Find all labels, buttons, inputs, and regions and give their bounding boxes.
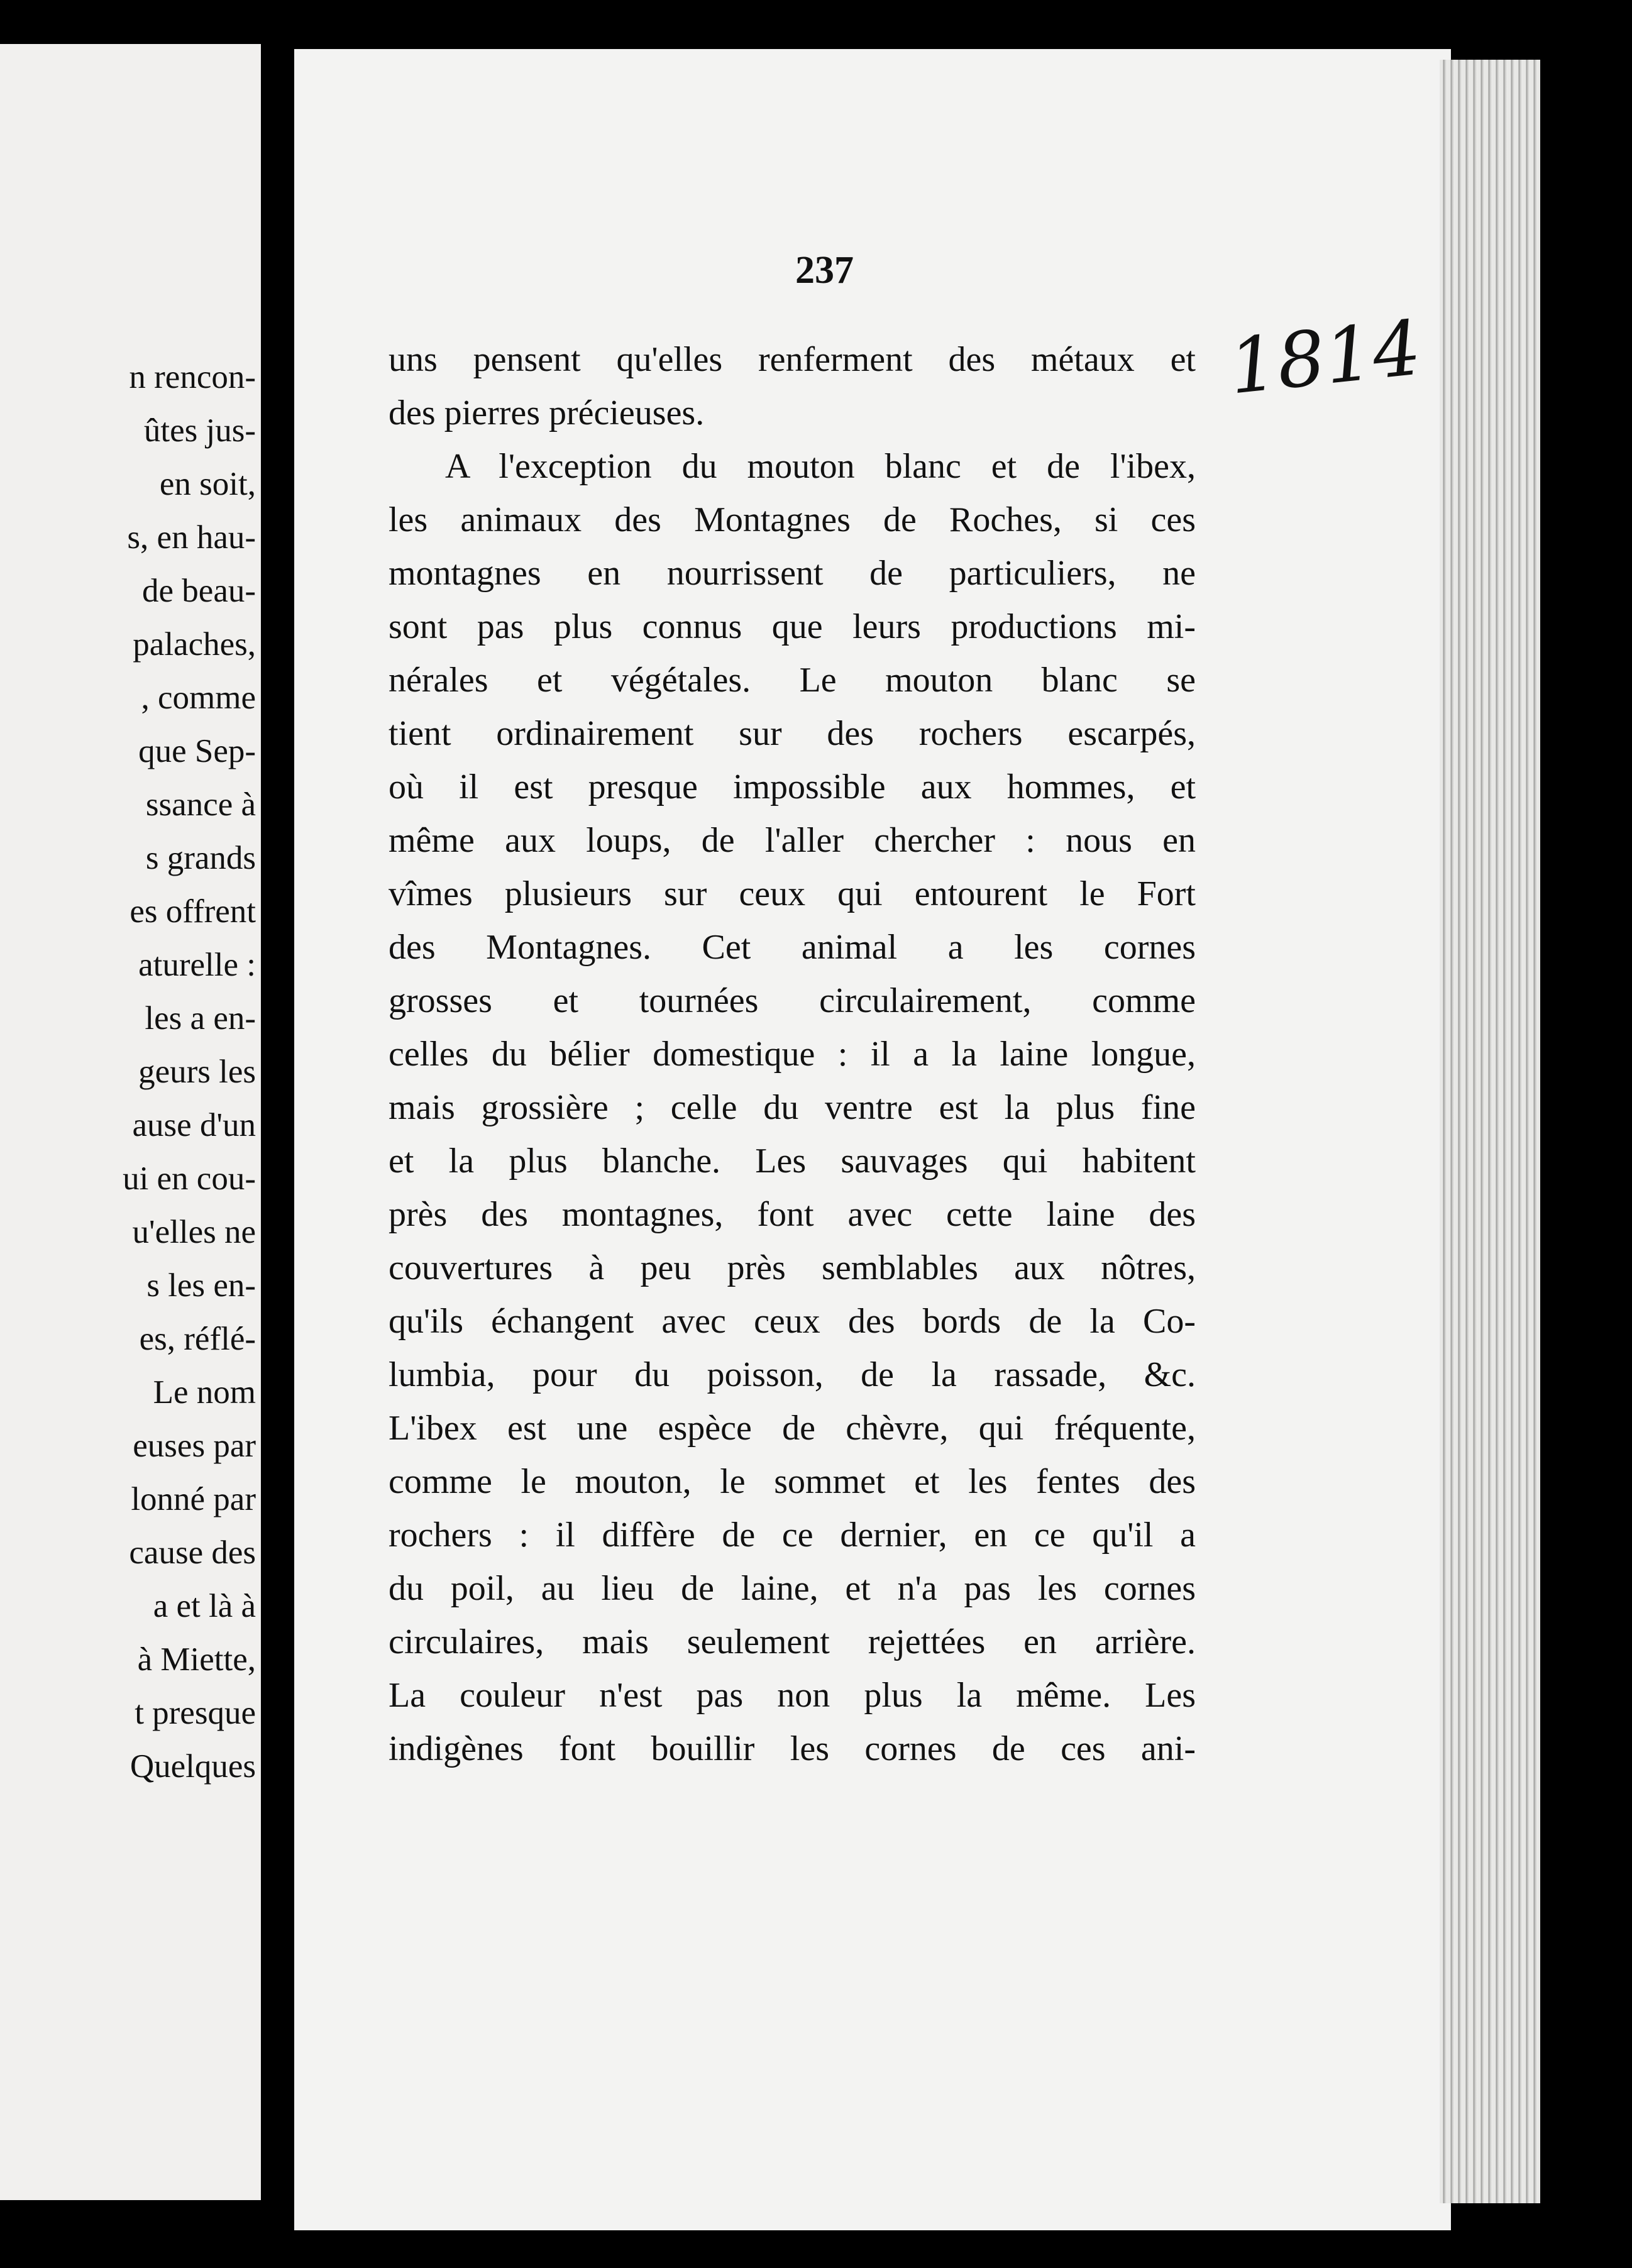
text-line: uns pensent qu'elles renferment des métaux et [389, 340, 1196, 379]
text-line: où il est presque impossible aux hommes, et [389, 768, 1196, 806]
left-page-line: geurs les [138, 1054, 256, 1090]
left-page-line: ssance à [145, 786, 256, 823]
left-page-line: s, en hau- [127, 519, 256, 556]
left-page-line: Le nom [153, 1374, 256, 1411]
left-page-line: n rencon- [129, 359, 256, 395]
left-page-line: s les en- [146, 1267, 256, 1304]
left-page-line: es offrent [130, 893, 256, 930]
text-line: vîmes plusieurs sur ceux qui entourent le Fort [389, 874, 1196, 913]
text-line: mais grossière ; celle du ventre est la plus fine [389, 1088, 1196, 1127]
left-page-line: palaches, [133, 626, 256, 663]
text-line: lumbia, pour du poisson, de la rassade, &c. [389, 1355, 1196, 1394]
left-page-line: u'elles ne [132, 1214, 256, 1250]
text-line: comme le mouton, le sommet et les fentes des [389, 1462, 1196, 1501]
left-page-line: que Sep- [138, 733, 256, 769]
left-page-line: Quelques [130, 1748, 256, 1785]
text-line: du poil, au lieu de laine, et n'a pas les cornes [389, 1569, 1196, 1608]
handwritten-annotation: 1814 [1225, 304, 1425, 412]
scan-border [0, 2230, 1632, 2268]
left-page-line: ui en cou- [123, 1160, 256, 1197]
book-gutter [261, 57, 299, 2206]
left-page-line: a et là à [153, 1588, 256, 1624]
left-page-line: de beau- [142, 573, 256, 609]
text-line: celles du bélier domestique : il a la laine longue, [389, 1035, 1196, 1074]
text-line: rochers : il diffère de ce dernier, en ce qu'il a [389, 1516, 1196, 1555]
left-page-line: ûtes jus- [143, 412, 256, 449]
left-page-line: , comme [141, 680, 256, 716]
left-page-line: aturelle : [138, 947, 256, 983]
left-page-line: cause des [129, 1534, 256, 1571]
text-line: sont pas plus connus que leurs productions mi- [389, 607, 1196, 646]
body-text [389, 333, 1196, 1776]
text-line: et la plus blanche. Les sauvages qui habitent [389, 1142, 1196, 1181]
text-line: grosses et tournées circulairement, comme [389, 981, 1196, 1020]
page-number: 237 [795, 249, 854, 292]
text-line: des pierres précieuses. [389, 394, 705, 432]
text-line: des Montagnes. Cet animal a les cornes [389, 928, 1196, 967]
left-page-line: à Miette, [137, 1641, 256, 1678]
text-line: près des montagnes, font avec cette laine des [389, 1195, 1196, 1234]
text-line: couvertures à peu près semblables aux nôtres, [389, 1248, 1196, 1287]
left-page-line: s grands [145, 840, 256, 876]
text-line: circulaires, mais seulement rejettées en arrière. [389, 1622, 1196, 1661]
left-page-line: ause d'un [132, 1107, 256, 1143]
page-edge [1440, 60, 1540, 2203]
text-line: A l'exception du mouton blanc et de l'ibex, [445, 447, 1196, 486]
left-page [0, 44, 261, 2200]
text-line: nérales et végétales. Le mouton blanc se [389, 661, 1196, 700]
left-page-line: les a en- [145, 1000, 256, 1037]
text-line: même aux loups, de l'aller chercher : nous en [389, 821, 1196, 860]
left-page-line: t presque [135, 1695, 256, 1731]
left-page-line: es, réflé- [139, 1321, 256, 1357]
left-page-line: en soit, [159, 466, 256, 502]
left-page-line: lonné par [131, 1481, 256, 1517]
text-line: L'ibex est une espèce de chèvre, qui fréquente, [389, 1409, 1196, 1448]
text-line: tient ordinairement sur des rochers escarpés, [389, 714, 1196, 753]
text-line: montagnes en nourrissent de particuliers, ne [389, 554, 1196, 593]
left-page-line: euses par [133, 1428, 256, 1464]
text-line: qu'ils échangent avec ceux des bords de la Co- [389, 1302, 1196, 1341]
text-line: indigènes font bouillir les cornes de ces ani- [389, 1729, 1196, 1768]
text-line: les animaux des Montagnes de Roches, si ces [389, 500, 1196, 539]
text-line: La couleur n'est pas non plus la même. Les [389, 1676, 1196, 1715]
